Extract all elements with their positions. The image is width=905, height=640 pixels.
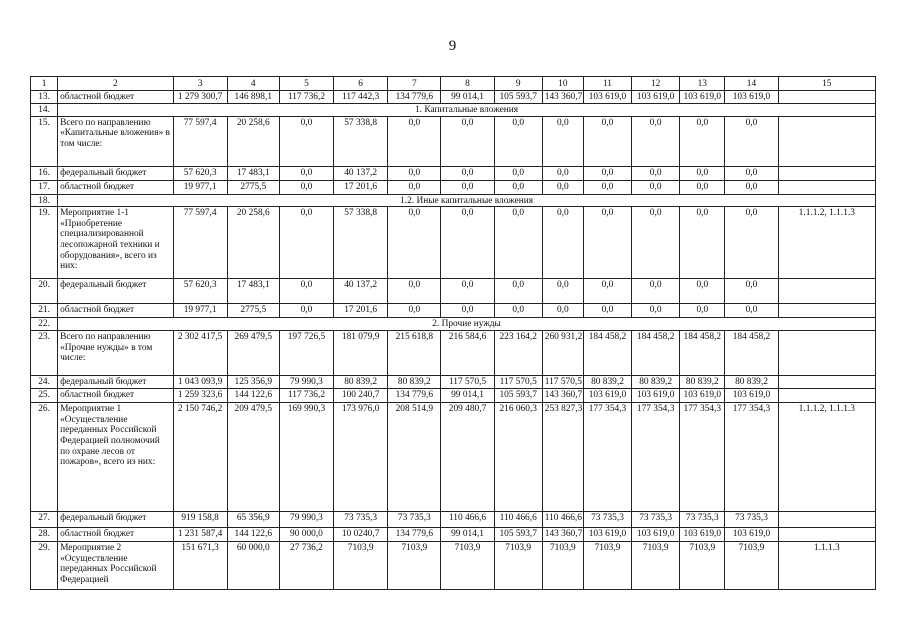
budget-table [30, 76, 876, 590]
value-cell: 17 483,1 [227, 166, 279, 180]
item-name-cell: федеральный бюджет [58, 166, 173, 180]
value-cell: 0,0 [583, 279, 631, 304]
value-cell: 146 898,1 [227, 91, 279, 104]
value-cell: 134 779,6 [388, 389, 441, 403]
value-cell: 0,0 [632, 279, 680, 304]
reference-cell: 1.1.1.3 [778, 542, 875, 590]
value-cell: 181 079,9 [334, 331, 388, 376]
value-cell: 110 466,6 [494, 512, 542, 528]
value-cell: 208 514,9 [388, 403, 441, 512]
value-cell: 0,0 [441, 207, 494, 279]
item-name-cell: областной бюджет [58, 180, 173, 194]
value-cell: 17 201,6 [334, 304, 388, 318]
value-cell: 7103,9 [542, 542, 583, 590]
row-number-cell: 21. [31, 304, 58, 318]
value-cell: 80 839,2 [583, 376, 631, 389]
value-cell: 0,0 [725, 180, 778, 194]
row-number-cell: 14. [31, 103, 58, 116]
column-header: 3 [173, 77, 227, 91]
value-cell: 103 619,0 [632, 91, 680, 104]
value-cell: 184 458,2 [583, 331, 631, 376]
value-cell: 2 150 746,2 [173, 403, 227, 512]
value-cell: 117 736,2 [279, 389, 333, 403]
value-cell: 0,0 [632, 207, 680, 279]
table-header-row [31, 77, 876, 91]
row-number-cell: 27. [31, 512, 58, 528]
value-cell: 144 122,6 [227, 528, 279, 542]
value-cell: 2775,5 [227, 304, 279, 318]
table-row [31, 331, 876, 376]
value-cell: 151 671,3 [173, 542, 227, 590]
reference-cell: 1.1.1.2, 1.1.1.3 [778, 207, 875, 279]
table-row [31, 180, 876, 194]
value-cell: 0,0 [279, 180, 333, 194]
column-header: 11 [583, 77, 631, 91]
value-cell: 2775,5 [227, 180, 279, 194]
value-cell: 0,0 [725, 279, 778, 304]
value-cell: 7103,9 [441, 542, 494, 590]
value-cell: 103 619,0 [632, 528, 680, 542]
value-cell: 110 466,6 [441, 512, 494, 528]
row-number-cell: 22. [31, 318, 58, 331]
value-cell: 215 618,8 [388, 331, 441, 376]
value-cell: 269 479,5 [227, 331, 279, 376]
item-name-cell: Мероприятие 2 «Осуществление переданных Российской Федерацией [58, 542, 173, 590]
value-cell: 103 619,0 [725, 389, 778, 403]
reference-cell [778, 512, 875, 528]
value-cell: 1 231 587,4 [173, 528, 227, 542]
item-name-cell: областной бюджет [58, 528, 173, 542]
value-cell: 0,0 [680, 304, 725, 318]
column-header: 8 [441, 77, 494, 91]
table-row [31, 528, 876, 542]
value-cell: 0,0 [583, 207, 631, 279]
page-number: 9 [448, 38, 457, 54]
value-cell: 2 302 417,5 [173, 331, 227, 376]
column-header: 2 [58, 77, 173, 91]
value-cell: 0,0 [279, 116, 333, 166]
value-cell: 7103,9 [632, 542, 680, 590]
value-cell: 19 977,1 [173, 304, 227, 318]
value-cell: 177 354,3 [632, 403, 680, 512]
value-cell: 260 931,2 [542, 331, 583, 376]
table-row [31, 389, 876, 403]
value-cell: 0,0 [725, 116, 778, 166]
row-number-cell: 18. [31, 194, 58, 207]
value-cell: 80 839,2 [680, 376, 725, 389]
value-cell: 19 977,1 [173, 180, 227, 194]
value-cell: 0,0 [725, 166, 778, 180]
value-cell: 0,0 [632, 180, 680, 194]
value-cell: 0,0 [680, 116, 725, 166]
value-cell: 919 158,8 [173, 512, 227, 528]
value-cell: 103 619,0 [583, 389, 631, 403]
item-name-cell: областной бюджет [58, 91, 173, 104]
value-cell: 0,0 [680, 207, 725, 279]
item-name-cell: областной бюджет [58, 389, 173, 403]
table-row [31, 207, 876, 279]
value-cell: 0,0 [388, 166, 441, 180]
row-number-cell: 19. [31, 207, 58, 279]
value-cell: 0,0 [441, 180, 494, 194]
value-cell: 0,0 [542, 116, 583, 166]
value-cell: 0,0 [388, 279, 441, 304]
value-cell: 184 458,2 [680, 331, 725, 376]
value-cell: 117 736,2 [279, 91, 333, 104]
value-cell: 0,0 [388, 304, 441, 318]
value-cell: 1 279 300,7 [173, 91, 227, 104]
reference-cell [778, 389, 875, 403]
table-row [31, 304, 876, 318]
value-cell: 73 735,3 [388, 512, 441, 528]
value-cell: 0,0 [494, 180, 542, 194]
value-cell: 0,0 [542, 180, 583, 194]
value-cell: 105 593,7 [494, 528, 542, 542]
value-cell: 177 354,3 [583, 403, 631, 512]
item-name-cell: федеральный бюджет [58, 512, 173, 528]
value-cell: 0,0 [583, 116, 631, 166]
table-row [31, 542, 876, 590]
value-cell: 0,0 [279, 166, 333, 180]
value-cell: 0,0 [725, 304, 778, 318]
value-cell: 143 360,7 [542, 389, 583, 403]
value-cell: 7103,9 [680, 542, 725, 590]
value-cell: 0,0 [680, 166, 725, 180]
value-cell: 0,0 [279, 207, 333, 279]
column-header: 1 [31, 77, 58, 91]
row-number-cell: 17. [31, 180, 58, 194]
value-cell: 209 479,5 [227, 403, 279, 512]
value-cell: 0,0 [542, 304, 583, 318]
value-cell: 134 779,6 [388, 91, 441, 104]
value-cell: 0,0 [279, 304, 333, 318]
value-cell: 177 354,3 [725, 403, 778, 512]
value-cell: 216 060,3 [494, 403, 542, 512]
column-header: 12 [632, 77, 680, 91]
column-header: 6 [334, 77, 388, 91]
value-cell: 103 619,0 [632, 389, 680, 403]
value-cell: 103 619,0 [583, 91, 631, 104]
value-cell: 169 990,3 [279, 403, 333, 512]
row-number-cell: 13. [31, 91, 58, 104]
value-cell: 0,0 [441, 116, 494, 166]
value-cell: 105 593,7 [494, 389, 542, 403]
value-cell: 10 0240,7 [334, 528, 388, 542]
value-cell: 0,0 [680, 180, 725, 194]
value-cell: 0,0 [494, 207, 542, 279]
column-header: 4 [227, 77, 279, 91]
value-cell: 184 458,2 [725, 331, 778, 376]
value-cell: 100 240,7 [334, 389, 388, 403]
value-cell: 143 360,7 [542, 91, 583, 104]
table-row [31, 403, 876, 512]
value-cell: 7103,9 [388, 542, 441, 590]
table-row [31, 279, 876, 304]
value-cell: 117 570,5 [542, 376, 583, 389]
value-cell: 20 258,6 [227, 207, 279, 279]
value-cell: 0,0 [542, 207, 583, 279]
value-cell: 105 593,7 [494, 91, 542, 104]
value-cell: 103 619,0 [583, 528, 631, 542]
reference-cell [778, 376, 875, 389]
section-row [31, 103, 876, 116]
value-cell: 209 480,7 [441, 403, 494, 512]
value-cell: 20 258,6 [227, 116, 279, 166]
item-name-cell: федеральный бюджет [58, 279, 173, 304]
value-cell: 110 466,6 [542, 512, 583, 528]
value-cell: 65 356,9 [227, 512, 279, 528]
value-cell: 117 442,3 [334, 91, 388, 104]
row-number-cell: 23. [31, 331, 58, 376]
value-cell: 99 014,1 [441, 528, 494, 542]
row-number-cell: 29. [31, 542, 58, 590]
value-cell: 80 839,2 [388, 376, 441, 389]
value-cell: 0,0 [632, 116, 680, 166]
reference-cell [778, 166, 875, 180]
value-cell: 1 259 323,6 [173, 389, 227, 403]
value-cell: 57 620,3 [173, 279, 227, 304]
value-cell: 1 043 093,9 [173, 376, 227, 389]
value-cell: 99 014,1 [441, 389, 494, 403]
value-cell: 0,0 [441, 279, 494, 304]
reference-cell [778, 331, 875, 376]
row-number-cell: 26. [31, 403, 58, 512]
value-cell: 27 736,2 [279, 542, 333, 590]
value-cell: 103 619,0 [680, 389, 725, 403]
table-row [31, 116, 876, 166]
value-cell: 0,0 [494, 116, 542, 166]
value-cell: 0,0 [725, 207, 778, 279]
table-row [31, 166, 876, 180]
value-cell: 60 000,0 [227, 542, 279, 590]
value-cell: 79 990,3 [279, 376, 333, 389]
value-cell: 57 338,8 [334, 207, 388, 279]
row-number-cell: 16. [31, 166, 58, 180]
reference-cell [778, 304, 875, 318]
reference-cell: 1.1.1.2, 1.1.1.3 [778, 403, 875, 512]
item-name-cell: Всего по направлению «Прочие нужды» в том числе: [58, 331, 173, 376]
row-number-cell: 20. [31, 279, 58, 304]
reference-cell [778, 91, 875, 104]
value-cell: 73 735,3 [680, 512, 725, 528]
value-cell: 0,0 [583, 180, 631, 194]
value-cell: 0,0 [441, 166, 494, 180]
value-cell: 73 735,3 [334, 512, 388, 528]
value-cell: 7103,9 [494, 542, 542, 590]
value-cell: 90 000,0 [279, 528, 333, 542]
value-cell: 0,0 [632, 166, 680, 180]
value-cell: 80 839,2 [632, 376, 680, 389]
section-title-cell: 1.2. Иные капитальные вложения [58, 194, 876, 207]
value-cell: 0,0 [279, 279, 333, 304]
value-cell: 125 356,9 [227, 376, 279, 389]
value-cell: 80 839,2 [725, 376, 778, 389]
item-name-cell: областной бюджет [58, 304, 173, 318]
reference-cell [778, 116, 875, 166]
column-header: 13 [680, 77, 725, 91]
item-name-cell: Мероприятие 1 «Осуществление переданных Российской Федерацией полномочий по охране лесов от пожаров», всего из них: [58, 403, 173, 512]
table-row [31, 512, 876, 528]
value-cell: 77 597,4 [173, 207, 227, 279]
value-cell: 73 735,3 [632, 512, 680, 528]
value-cell: 134 779,6 [388, 528, 441, 542]
row-number-cell: 28. [31, 528, 58, 542]
value-cell: 99 014,1 [441, 91, 494, 104]
value-cell: 0,0 [494, 279, 542, 304]
value-cell: 117 570,5 [494, 376, 542, 389]
value-cell: 73 735,3 [725, 512, 778, 528]
value-cell: 216 584,6 [441, 331, 494, 376]
value-cell: 0,0 [583, 304, 631, 318]
value-cell: 103 619,0 [680, 528, 725, 542]
value-cell: 0,0 [388, 116, 441, 166]
value-cell: 7103,9 [725, 542, 778, 590]
value-cell: 0,0 [542, 166, 583, 180]
value-cell: 253 827,3 [542, 403, 583, 512]
value-cell: 103 619,0 [725, 91, 778, 104]
section-title-cell: 1. Капитальные вложения [58, 103, 876, 116]
row-number-cell: 15. [31, 116, 58, 166]
value-cell: 197 726,5 [279, 331, 333, 376]
value-cell: 57 620,3 [173, 166, 227, 180]
reference-cell [778, 279, 875, 304]
value-cell: 0,0 [583, 166, 631, 180]
item-name-cell: Всего по направлению «Капитальные вложения» в том числе: [58, 116, 173, 166]
value-cell: 17 483,1 [227, 279, 279, 304]
column-header: 7 [388, 77, 441, 91]
value-cell: 7103,9 [583, 542, 631, 590]
value-cell: 0,0 [494, 304, 542, 318]
value-cell: 0,0 [441, 304, 494, 318]
value-cell: 0,0 [494, 166, 542, 180]
value-cell: 223 164,2 [494, 331, 542, 376]
value-cell: 17 201,6 [334, 180, 388, 194]
item-name-cell: Мероприятие 1-1 «Приобретение специализированной лесопожарной техники и оборудования», всего из них: [58, 207, 173, 279]
value-cell: 0,0 [632, 304, 680, 318]
section-row [31, 194, 876, 207]
row-number-cell: 24. [31, 376, 58, 389]
value-cell: 79 990,3 [279, 512, 333, 528]
value-cell: 173 976,0 [334, 403, 388, 512]
section-title-cell: 2. Прочие нужды [58, 318, 876, 331]
reference-cell [778, 180, 875, 194]
value-cell: 40 137,2 [334, 166, 388, 180]
value-cell: 0,0 [388, 180, 441, 194]
value-cell: 117 570,5 [441, 376, 494, 389]
value-cell: 7103,9 [334, 542, 388, 590]
table-row [31, 376, 876, 389]
column-header: 15 [778, 77, 875, 91]
value-cell: 73 735,3 [583, 512, 631, 528]
column-header: 5 [279, 77, 333, 91]
value-cell: 77 597,4 [173, 116, 227, 166]
table-row [31, 91, 876, 104]
value-cell: 143 360,7 [542, 528, 583, 542]
reference-cell [778, 528, 875, 542]
value-cell: 103 619,0 [725, 528, 778, 542]
value-cell: 80 839,2 [334, 376, 388, 389]
section-row [31, 318, 876, 331]
value-cell: 177 354,3 [680, 403, 725, 512]
column-header: 14 [725, 77, 778, 91]
value-cell: 144 122,6 [227, 389, 279, 403]
item-name-cell: федеральный бюджет [58, 376, 173, 389]
value-cell: 0,0 [680, 279, 725, 304]
value-cell: 103 619,0 [680, 91, 725, 104]
value-cell: 40 137,2 [334, 279, 388, 304]
column-header: 9 [494, 77, 542, 91]
value-cell: 0,0 [542, 279, 583, 304]
value-cell: 57 338,8 [334, 116, 388, 166]
row-number-cell: 25. [31, 389, 58, 403]
value-cell: 184 458,2 [632, 331, 680, 376]
value-cell: 0,0 [388, 207, 441, 279]
column-header: 10 [542, 77, 583, 91]
